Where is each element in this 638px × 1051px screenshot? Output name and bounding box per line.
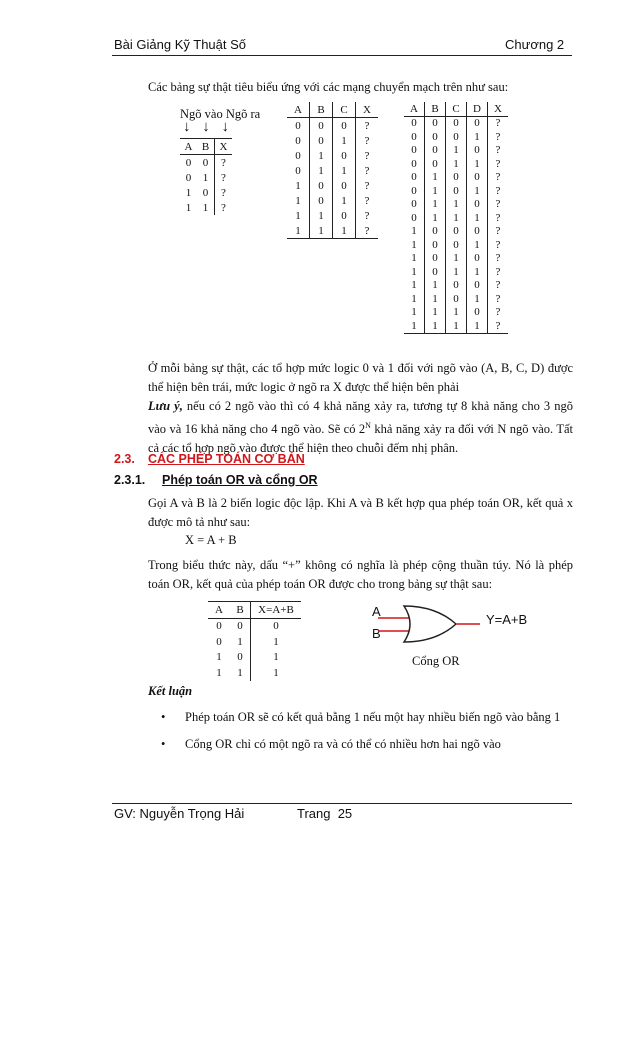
table-cell: 0 (230, 650, 251, 666)
table-cell: 0 (287, 163, 310, 178)
table-row (180, 185, 232, 200)
conclusion-list (148, 708, 573, 762)
table-cell: 0 (287, 133, 310, 148)
table-cell: ? (221, 171, 226, 184)
table-cell: 1 (467, 184, 488, 198)
note-text-b: khả năng xảy ra đối với N ngõ vào. Tất cả các tổ hợp ngõ vào được thể hiện theo chuỗi đếm nhị phân. (148, 422, 573, 456)
table-row (287, 208, 378, 223)
table-cell: ? (488, 319, 509, 333)
header-title: Bài Giảng Kỹ Thuật Số (114, 37, 247, 52)
table-row (287, 163, 378, 178)
table-cell: 0 (467, 198, 488, 212)
table-header-row (180, 139, 232, 155)
table-row (404, 225, 508, 239)
table-cell: 0 (425, 238, 446, 252)
table-cell: 0 (333, 178, 356, 193)
table-cell: 1 (425, 211, 446, 225)
truth-table-3-inputs (287, 102, 378, 239)
table-row (404, 184, 508, 198)
footer-author: GV: Nguyễn Trọng Hải (114, 806, 245, 821)
table-cell: 0 (333, 118, 356, 134)
table-cell: ? (495, 238, 501, 251)
table-cell: 0 (425, 116, 446, 130)
bullet-icon: • (161, 737, 166, 751)
table-cell: 1 (425, 292, 446, 306)
table-cell: ? (495, 225, 501, 238)
table-header-cell: C (446, 102, 467, 116)
table-cell: 1 (197, 170, 215, 185)
table-cell: 0 (216, 635, 222, 648)
or-gate-symbol (378, 604, 508, 644)
section-title: CÁC PHÉP TOÁN CƠ BẢN (148, 452, 305, 466)
table-row (287, 118, 378, 134)
table-cell: 0 (446, 225, 467, 239)
table-cell: 1 (310, 223, 333, 239)
table-cell: ? (495, 292, 501, 305)
table-cell: 0 (425, 265, 446, 279)
table1-arrows: ↓ ↓ ↓ (183, 119, 229, 135)
table-row (208, 665, 301, 681)
table-cell: 1 (273, 651, 279, 664)
table-header-cell: A (287, 102, 310, 118)
table-cell: 0 (425, 157, 446, 171)
or-truth-table (208, 601, 301, 681)
table-cell: ? (495, 252, 501, 265)
conclusion-title: Kết luận (148, 684, 193, 698)
note-text-a: nếu có 2 ngõ vào thì có 4 khả năng xảy ra, tương tự 8 khả năng cho 3 ngõ vào và 16 khả năng cho 4 ngõ vào. Sẽ có 2 (148, 399, 573, 437)
table-cell: 1 (333, 133, 356, 148)
table-row (287, 223, 378, 239)
table-cell: 0 (404, 144, 425, 158)
table-cell: 1 (467, 292, 488, 306)
table-cell: 0 (310, 193, 333, 208)
table-cell: 1 (404, 292, 425, 306)
paragraph-or-explanation: Trong biểu thức này, dấu “+” không có nghĩa là phép cộng thuần túy. Nó là phép toán OR, kết quả của phép toán OR được cho trong bảng sự thật sau: (148, 558, 573, 591)
subsection-title: Phép toán OR và cổng OR (162, 473, 318, 487)
paragraph-or-definition: Gọi A và B là 2 biến logic độc lập. Khi A và B kết hợp qua phép toán OR, kết quả x được mô tả như sau: (148, 496, 573, 529)
table-cell: 0 (467, 171, 488, 185)
note-paragraph (148, 397, 573, 458)
table-cell: 0 (467, 252, 488, 266)
table-cell: 1 (230, 665, 251, 681)
table-header-cell: A (404, 102, 425, 116)
table-cell: 0 (185, 171, 192, 184)
table-cell: 0 (467, 144, 488, 158)
table-cell: 1 (467, 238, 488, 252)
table-cell: 1 (333, 193, 356, 208)
table-cell: 0 (404, 211, 425, 225)
table-cell: 1 (425, 184, 446, 198)
table-row (404, 130, 508, 144)
table-cell: 1 (425, 198, 446, 212)
table-cell: ? (495, 265, 501, 278)
table-cell: 0 (197, 185, 215, 200)
table-header-row (287, 102, 378, 118)
table-cell: ? (495, 279, 501, 292)
table-cell: 0 (287, 148, 310, 163)
table-cell: 1 (404, 306, 425, 320)
table-cell: 0 (467, 225, 488, 239)
table-row (404, 157, 508, 171)
table-cell: 1 (287, 178, 310, 193)
table-cell: 1 (425, 279, 446, 293)
table-cell: 0 (404, 184, 425, 198)
table-cell: 0 (446, 238, 467, 252)
table-cell: 1 (287, 223, 310, 239)
table-cell: 0 (446, 184, 467, 198)
table-row (404, 144, 508, 158)
table-cell: 1 (446, 144, 467, 158)
table-cell: 0 (467, 279, 488, 293)
table-header-cell: B (425, 102, 446, 116)
table-cell: ? (221, 201, 226, 214)
table-cell: 0 (185, 156, 192, 169)
table-cell: 0 (333, 148, 356, 163)
table-cell: 0 (404, 171, 425, 185)
table-cell: ? (364, 119, 370, 132)
table-cell: 1 (333, 223, 356, 239)
table-cell: ? (364, 179, 370, 192)
or-formula: X = A + B (185, 533, 237, 547)
table-cell: ? (356, 223, 379, 239)
table1-caption: Ngõ vào Ngõ ra (180, 107, 261, 121)
table-header-row (404, 102, 508, 116)
table-cell: 1 (446, 265, 467, 279)
table-row (287, 148, 378, 163)
table-cell: ? (495, 171, 501, 184)
truth-table-4-inputs (404, 102, 508, 334)
header-rule (112, 55, 572, 56)
table-row (180, 155, 232, 171)
table-cell: 0 (467, 306, 488, 320)
table-row (404, 238, 508, 252)
table-cell: ? (364, 209, 370, 222)
table-cell: 0 (446, 279, 467, 293)
table-cell: ? (364, 149, 370, 162)
table-cell: 1 (404, 319, 425, 333)
table-header-cell: A (208, 602, 230, 619)
table-cell: 0 (446, 171, 467, 185)
table-cell: 1 (425, 171, 446, 185)
subsection-number: 2.3.1. (114, 473, 146, 487)
table-cell: 0 (333, 208, 356, 223)
table-cell: 1 (216, 651, 222, 664)
table-cell: ? (495, 211, 501, 224)
table-cell: 0 (446, 116, 467, 130)
note-label: Lưu ý, (148, 399, 183, 413)
table-cell: ? (495, 117, 501, 130)
conclusion-item: • Cổng OR chỉ có một ngõ ra và có thể có nhiều hơn hai ngõ vào (161, 737, 501, 751)
table-cell: 1 (287, 208, 310, 223)
table-cell: ? (495, 306, 501, 319)
section-number: 2.3. (114, 452, 135, 466)
table-cell: ? (364, 134, 370, 147)
table-cell: 0 (404, 116, 425, 130)
table-header-cell: X (356, 102, 379, 118)
table-row (404, 292, 508, 306)
table-cell: 0 (467, 116, 488, 130)
table-cell: 0 (425, 252, 446, 266)
table-row (180, 200, 232, 215)
conclusion-item: • Phép toán OR sẽ có kết quả bằng 1 nếu một hay nhiều biến ngõ vào bằng 1 (161, 710, 561, 724)
table-cell: 1 (310, 163, 333, 178)
table-header-cell: X (215, 139, 233, 155)
table-cell: ? (364, 194, 370, 207)
table-cell: ? (221, 156, 226, 169)
table-header-cell: X (488, 102, 509, 116)
table-row (404, 211, 508, 225)
table-cell: 1 (185, 201, 192, 214)
gate-caption: Cổng OR (412, 654, 460, 668)
table-row (287, 193, 378, 208)
table-cell: ? (221, 186, 226, 199)
table-header-cell: X=A+B (251, 602, 302, 619)
table-cell: 0 (287, 118, 310, 134)
table-cell: 1 (446, 319, 467, 333)
table-cell: 1 (404, 265, 425, 279)
footer-rule (112, 803, 572, 804)
table-cell: 0 (310, 133, 333, 148)
table-cell: ? (495, 198, 501, 211)
gate-output-label: Y=A+B (486, 612, 528, 627)
table-row (180, 170, 232, 185)
table-row (404, 252, 508, 266)
table-cell: 1 (333, 163, 356, 178)
table-row (404, 306, 508, 320)
table-cell: 1 (310, 208, 333, 223)
table-header-cell: A (180, 139, 197, 155)
table-header-cell: B (310, 102, 333, 118)
table-cell: 1 (197, 200, 215, 215)
header-chapter: Chương 2 (505, 37, 565, 52)
table-cell: 1 (467, 130, 488, 144)
table-cell: 1 (273, 666, 279, 679)
table-cell: 0 (425, 144, 446, 158)
table-row (404, 319, 508, 333)
table-cell: 0 (446, 130, 467, 144)
table-cell: 1 (467, 157, 488, 171)
table-cell: 1 (446, 306, 467, 320)
table-row (404, 171, 508, 185)
table-header-cell: C (333, 102, 356, 118)
table-cell: ? (495, 184, 501, 197)
table-cell: 1 (467, 265, 488, 279)
table-cell: 0 (216, 620, 222, 633)
gate-input-b-label: B (372, 626, 381, 641)
table-cell: ? (495, 157, 501, 170)
table-row (287, 133, 378, 148)
paragraph-truth-table-explanation: Ở mỗi bảng sự thật, các tổ hợp mức logic 0 và 1 đối với ngõ vào (A, B, C, D) được thể hiện bên trái, mức logic ở ngõ ra X được thể hiện bên phải (148, 361, 573, 394)
intro-text: Các bảng sự thật tiêu biểu ứng với các mạng chuyển mạch trên như sau: (148, 80, 509, 94)
table-cell: 1 (310, 148, 333, 163)
table-cell: 1 (467, 211, 488, 225)
table-row (287, 178, 378, 193)
table-cell: 1 (404, 279, 425, 293)
table-row (404, 116, 508, 130)
table-cell: 0 (273, 620, 279, 633)
table-cell: 1 (404, 252, 425, 266)
table-cell: 1 (446, 157, 467, 171)
gate-input-a-label: A (372, 604, 381, 619)
table-cell: 0 (230, 618, 251, 634)
note-superscript: N (365, 421, 371, 430)
table-row (208, 650, 301, 666)
table-cell: 0 (404, 157, 425, 171)
table-cell: 1 (273, 635, 279, 648)
table-row (404, 198, 508, 212)
bullet-icon: • (161, 710, 166, 724)
footer-page-number: Trang 25 (297, 806, 353, 821)
table-cell: 1 (467, 319, 488, 333)
table-cell: 1 (425, 319, 446, 333)
table-cell: 0 (404, 198, 425, 212)
table-cell: 0 (425, 225, 446, 239)
table-cell: 1 (185, 186, 192, 199)
table-cell: ? (495, 144, 501, 157)
table-cell: 0 (197, 155, 215, 171)
table-row (208, 618, 301, 634)
table-row (404, 279, 508, 293)
table-cell: 1 (287, 193, 310, 208)
table-cell: 0 (310, 178, 333, 193)
table-cell: 1 (404, 238, 425, 252)
table-header-row (208, 602, 301, 619)
truth-table-2-inputs (180, 138, 232, 215)
table-cell: 1 (446, 252, 467, 266)
table-cell: 1 (404, 225, 425, 239)
table-cell: 1 (446, 198, 467, 212)
table-cell: 0 (446, 292, 467, 306)
table-cell: 0 (425, 130, 446, 144)
table-cell: 0 (310, 118, 333, 134)
table-cell: 1 (425, 306, 446, 320)
table-cell: 0 (404, 130, 425, 144)
table-header-cell: B (230, 602, 251, 619)
table-row (208, 634, 301, 650)
table-cell: 1 (230, 634, 251, 650)
table-header-cell: D (467, 102, 488, 116)
table-row (404, 265, 508, 279)
table-cell: 1 (216, 666, 222, 679)
table-cell: ? (495, 130, 501, 143)
table-header-cell: B (197, 139, 215, 155)
table-cell: 1 (446, 211, 467, 225)
table-cell: ? (364, 164, 370, 177)
